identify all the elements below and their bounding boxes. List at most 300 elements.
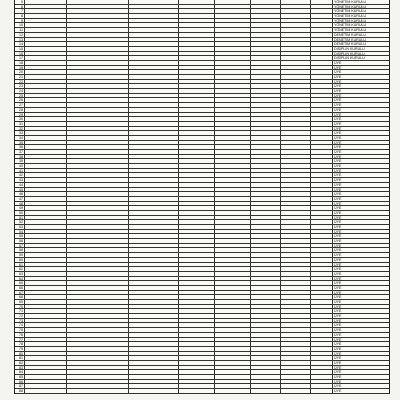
- surname-cell: [67, 84, 129, 88]
- birth-year-cell: [311, 108, 333, 112]
- birth-year-cell: [311, 89, 333, 93]
- city-cell: [281, 164, 311, 168]
- row-number-cell: 88: [15, 389, 25, 393]
- birth-year-cell: [311, 323, 333, 327]
- birthplace-cell: [251, 155, 281, 159]
- first-name-cell: [25, 141, 67, 145]
- birth-year-cell: [311, 295, 333, 299]
- birthplace-cell: [251, 211, 281, 215]
- mother-name-cell: [215, 98, 251, 102]
- national-id-cell: [129, 286, 179, 290]
- board-role-cell: ÜYE: [334, 267, 342, 271]
- mother-name-cell: [215, 141, 251, 145]
- board-role-cell: YÖNETİM KURULU: [334, 9, 367, 14]
- father-name-cell: [179, 131, 215, 135]
- row-number-cell: 49: [15, 206, 25, 210]
- birth-year-cell: [311, 338, 333, 342]
- first-name-cell: [25, 206, 67, 210]
- mother-name-cell: [215, 56, 251, 60]
- city-cell: [281, 131, 311, 135]
- birthplace-cell: [251, 188, 281, 192]
- national-id-cell: [129, 248, 179, 252]
- first-name-cell: [25, 263, 67, 267]
- mother-name-cell: [215, 366, 251, 370]
- first-name-cell: [25, 216, 67, 220]
- birth-year-cell: [311, 70, 333, 74]
- surname-cell: [67, 342, 129, 346]
- first-name-cell: [25, 127, 67, 131]
- birth-year-cell: [311, 145, 333, 149]
- row-number-cell: 12: [15, 33, 25, 37]
- birthplace-cell: [251, 309, 281, 313]
- birth-year-cell: [311, 80, 333, 84]
- national-id-cell: [129, 197, 179, 201]
- surname-cell: [67, 277, 129, 281]
- mother-name-cell: [215, 389, 251, 393]
- board-role-cell: ÜYE: [334, 215, 342, 220]
- father-name-cell: [179, 361, 215, 365]
- row-number-cell: 85: [15, 375, 25, 379]
- birthplace-cell: [251, 234, 281, 238]
- birth-year-cell: [311, 150, 333, 154]
- birth-year-cell: [311, 384, 333, 388]
- first-name-cell: [25, 155, 67, 159]
- father-name-cell: [179, 323, 215, 327]
- first-name-cell: [25, 23, 67, 27]
- national-id-cell: [129, 291, 179, 295]
- national-id-cell: [129, 263, 179, 267]
- board-role-cell: ÜYE: [334, 121, 342, 126]
- city-cell: [281, 0, 311, 4]
- surname-cell: [67, 258, 129, 262]
- city-cell: [281, 389, 311, 393]
- city-cell: [281, 230, 311, 234]
- board-role-cell: DENETİM KURULU: [334, 37, 366, 42]
- mother-name-cell: [215, 211, 251, 215]
- father-name-cell: [179, 173, 215, 177]
- board-role-cell: ÜYE: [334, 210, 342, 215]
- mother-name-cell: [215, 19, 251, 23]
- birth-year-cell: [311, 272, 333, 276]
- national-id-cell: [129, 122, 179, 126]
- board-role-cell: ÜYE: [334, 65, 342, 70]
- national-id-cell: [129, 178, 179, 182]
- father-name-cell: [179, 122, 215, 126]
- first-name-cell: [25, 108, 67, 112]
- surname-cell: [67, 309, 129, 313]
- surname-cell: [67, 333, 129, 337]
- mother-name-cell: [215, 164, 251, 168]
- father-name-cell: [179, 89, 215, 93]
- national-id-cell: [129, 253, 179, 257]
- father-name-cell: [179, 70, 215, 74]
- mother-name-cell: [215, 52, 251, 56]
- surname-cell: [67, 178, 129, 182]
- birthplace-cell: [251, 192, 281, 196]
- first-name-cell: [25, 42, 67, 46]
- first-name-cell: [25, 136, 67, 140]
- birthplace-cell: [251, 347, 281, 351]
- surname-cell: [67, 56, 129, 60]
- father-name-cell: [179, 234, 215, 238]
- first-name-cell: [25, 117, 67, 121]
- row-number-cell: 43: [15, 178, 25, 182]
- city-cell: [281, 239, 311, 243]
- first-name-cell: [25, 150, 67, 154]
- father-name-cell: [179, 356, 215, 360]
- city-cell: [281, 370, 311, 374]
- birth-year-cell: [311, 131, 333, 135]
- row-number-cell: 34: [15, 136, 25, 140]
- city-cell: [281, 380, 311, 384]
- city-cell: [281, 258, 311, 262]
- city-cell: [281, 253, 311, 257]
- surname-cell: [67, 291, 129, 295]
- birthplace-cell: [251, 38, 281, 42]
- first-name-cell: [25, 380, 67, 384]
- mother-name-cell: [215, 380, 251, 384]
- board-role-cell: YÖNETİM KURULU: [334, 23, 367, 28]
- board-role-cell: ÜYE: [334, 206, 342, 210]
- birth-year-cell: [311, 309, 333, 313]
- first-name-cell: [25, 323, 67, 327]
- national-id-cell: [129, 173, 179, 177]
- row-number-cell: 62: [15, 267, 25, 271]
- row-number-cell: 50: [15, 211, 25, 215]
- first-name-cell: [25, 89, 67, 93]
- birthplace-cell: [251, 230, 281, 234]
- board-role-cell: ÜYE: [334, 93, 342, 98]
- mother-name-cell: [215, 234, 251, 238]
- mother-name-cell: [215, 47, 251, 51]
- birth-year-cell: [311, 286, 333, 290]
- city-cell: [281, 66, 311, 70]
- birth-year-cell: [311, 23, 333, 27]
- mother-name-cell: [215, 244, 251, 248]
- board-role-cell: ÜYE: [334, 126, 342, 131]
- birthplace-cell: [251, 0, 281, 4]
- surname-cell: [67, 38, 129, 42]
- mother-name-cell: [215, 328, 251, 332]
- row-number-cell: 57: [15, 244, 25, 248]
- mother-name-cell: [215, 272, 251, 276]
- father-name-cell: [179, 239, 215, 243]
- board-role-cell: ÜYE: [334, 225, 342, 229]
- national-id-cell: [129, 314, 179, 318]
- row-number-cell: 45: [15, 188, 25, 192]
- national-id-cell: [129, 61, 179, 65]
- first-name-cell: [25, 52, 67, 56]
- first-name-cell: [25, 253, 67, 257]
- national-id-cell: [129, 84, 179, 88]
- birth-year-cell: [311, 248, 333, 252]
- father-name-cell: [179, 206, 215, 210]
- board-role-cell: ÜYE: [334, 276, 342, 281]
- surname-cell: [67, 192, 129, 196]
- first-name-cell: [25, 314, 67, 318]
- first-name-cell: [25, 366, 67, 370]
- surname-cell: [67, 314, 129, 318]
- first-name-cell: [25, 61, 67, 65]
- board-role-cell: ÜYE: [334, 295, 342, 299]
- first-name-cell: [25, 375, 67, 379]
- mother-name-cell: [215, 173, 251, 177]
- surname-cell: [67, 159, 129, 163]
- father-name-cell: [179, 380, 215, 384]
- mother-name-cell: [215, 347, 251, 351]
- first-name-cell: [25, 338, 67, 342]
- birthplace-cell: [251, 145, 281, 149]
- first-name-cell: [25, 220, 67, 224]
- father-name-cell: [179, 14, 215, 18]
- board-role-cell: ÜYE: [334, 229, 342, 234]
- surname-cell: [67, 0, 129, 4]
- surname-cell: [67, 234, 129, 238]
- row-number-cell: 17: [15, 56, 25, 60]
- city-cell: [281, 117, 311, 121]
- father-name-cell: [179, 145, 215, 149]
- board-role-cell: ÜYE: [334, 360, 342, 365]
- board-role-cell: ÜYE: [334, 131, 342, 135]
- birthplace-cell: [251, 328, 281, 332]
- mother-name-cell: [215, 183, 251, 187]
- first-name-cell: [25, 277, 67, 281]
- national-id-cell: [129, 131, 179, 135]
- surname-cell: [67, 338, 129, 342]
- surname-cell: [67, 188, 129, 192]
- city-cell: [281, 342, 311, 346]
- father-name-cell: [179, 169, 215, 173]
- birthplace-cell: [251, 42, 281, 46]
- first-name-cell: [25, 342, 67, 346]
- first-name-cell: [25, 248, 67, 252]
- first-name-cell: [25, 234, 67, 238]
- first-name-cell: [25, 291, 67, 295]
- first-name-cell: [25, 295, 67, 299]
- father-name-cell: [179, 211, 215, 215]
- board-role-cell: ÜYE: [334, 79, 342, 84]
- city-cell: [281, 5, 311, 9]
- father-name-cell: [179, 277, 215, 281]
- birthplace-cell: [251, 248, 281, 252]
- board-role-cell: ÜYE: [334, 356, 342, 360]
- city-cell: [281, 366, 311, 370]
- surname-cell: [67, 366, 129, 370]
- mother-name-cell: [215, 248, 251, 252]
- national-id-cell: [129, 56, 179, 60]
- birth-year-cell: [311, 75, 333, 79]
- birthplace-cell: [251, 61, 281, 65]
- birth-year-cell: [311, 117, 333, 121]
- first-name-cell: [25, 169, 67, 173]
- city-cell: [281, 47, 311, 51]
- birth-year-cell: [311, 361, 333, 365]
- first-name-cell: [25, 230, 67, 234]
- mother-name-cell: [215, 38, 251, 42]
- birthplace-cell: [251, 14, 281, 18]
- surname-cell: [67, 89, 129, 93]
- row-number-cell: 41: [15, 169, 25, 173]
- city-cell: [281, 169, 311, 173]
- board-role-cell: ÜYE: [334, 332, 342, 337]
- board-role-cell: ÜYE: [334, 389, 342, 393]
- city-cell: [281, 267, 311, 271]
- father-name-cell: [179, 314, 215, 318]
- row-number-cell: 75: [15, 328, 25, 332]
- row-number-cell: 65: [15, 281, 25, 285]
- birth-year-cell: [311, 314, 333, 318]
- row-number-cell: 33: [15, 131, 25, 135]
- mother-name-cell: [215, 309, 251, 313]
- row-number-cell: 26: [15, 98, 25, 102]
- city-cell: [281, 98, 311, 102]
- father-name-cell: [179, 220, 215, 224]
- row-number-cell: 77: [15, 338, 25, 342]
- birthplace-cell: [251, 286, 281, 290]
- mother-name-cell: [215, 267, 251, 271]
- birthplace-cell: [251, 159, 281, 163]
- surname-cell: [67, 347, 129, 351]
- board-role-cell: ÜYE: [334, 253, 342, 257]
- surname-cell: [67, 155, 129, 159]
- row-number-cell: 64: [15, 277, 25, 281]
- surname-cell: [67, 70, 129, 74]
- father-name-cell: [179, 230, 215, 234]
- city-cell: [281, 220, 311, 224]
- birthplace-cell: [251, 94, 281, 98]
- city-cell: [281, 375, 311, 379]
- row-number-cell: 19: [15, 66, 25, 70]
- father-name-cell: [179, 253, 215, 257]
- board-role-cell: ÜYE: [334, 150, 342, 154]
- birth-year-cell: [311, 328, 333, 332]
- father-name-cell: [179, 80, 215, 84]
- father-name-cell: [179, 150, 215, 154]
- birth-year-cell: [311, 277, 333, 281]
- national-id-cell: [129, 164, 179, 168]
- birth-year-cell: [311, 244, 333, 248]
- surname-cell: [67, 136, 129, 140]
- birth-year-cell: [311, 300, 333, 304]
- birth-year-cell: [311, 0, 333, 4]
- national-id-cell: [129, 323, 179, 327]
- birthplace-cell: [251, 28, 281, 32]
- row-number-cell: 47: [15, 197, 25, 201]
- national-id-cell: [129, 281, 179, 285]
- father-name-cell: [179, 23, 215, 27]
- first-name-cell: [25, 113, 67, 117]
- city-cell: [281, 141, 311, 145]
- row-number-cell: 66: [15, 286, 25, 290]
- board-role-cell: ÜYE: [334, 234, 342, 239]
- mother-name-cell: [215, 122, 251, 126]
- father-name-cell: [179, 286, 215, 290]
- city-cell: [281, 52, 311, 56]
- birth-year-cell: [311, 333, 333, 337]
- mother-name-cell: [215, 370, 251, 374]
- surname-cell: [67, 220, 129, 224]
- birth-year-cell: [311, 239, 333, 243]
- surname-cell: [67, 328, 129, 332]
- father-name-cell: [179, 192, 215, 196]
- birthplace-cell: [251, 314, 281, 318]
- board-role-cell: ÜYE: [334, 135, 342, 140]
- father-name-cell: [179, 159, 215, 163]
- national-id-cell: [129, 113, 179, 117]
- surname-cell: [67, 202, 129, 206]
- mother-name-cell: [215, 14, 251, 18]
- national-id-cell: [129, 361, 179, 365]
- father-name-cell: [179, 127, 215, 131]
- first-name-cell: [25, 192, 67, 196]
- father-name-cell: [179, 113, 215, 117]
- surname-cell: [67, 47, 129, 51]
- father-name-cell: [179, 347, 215, 351]
- first-name-cell: [25, 0, 67, 4]
- birthplace-cell: [251, 169, 281, 173]
- birth-year-cell: [311, 38, 333, 42]
- board-role-cell: YÖNETİM KURULU: [334, 14, 367, 18]
- national-id-cell: [129, 375, 179, 379]
- surname-cell: [67, 131, 129, 135]
- first-name-cell: [25, 211, 67, 215]
- mother-name-cell: [215, 216, 251, 220]
- birthplace-cell: [251, 117, 281, 121]
- board-role-cell: ÜYE: [334, 75, 342, 79]
- mother-name-cell: [215, 225, 251, 229]
- birthplace-cell: [251, 220, 281, 224]
- birthplace-cell: [251, 323, 281, 327]
- mother-name-cell: [215, 375, 251, 379]
- father-name-cell: [179, 117, 215, 121]
- birthplace-cell: [251, 23, 281, 27]
- father-name-cell: [179, 370, 215, 374]
- row-number-cell: 76: [15, 333, 25, 337]
- mother-name-cell: [215, 113, 251, 117]
- birth-year-cell: [311, 113, 333, 117]
- birthplace-cell: [251, 356, 281, 360]
- birthplace-cell: [251, 263, 281, 267]
- national-id-cell: [129, 5, 179, 9]
- surname-cell: [67, 75, 129, 79]
- mother-name-cell: [215, 94, 251, 98]
- board-role-cell: ÜYE: [334, 285, 342, 290]
- birth-year-cell: [311, 258, 333, 262]
- surname-cell: [67, 164, 129, 168]
- board-role-cell: ÜYE: [334, 182, 342, 187]
- first-name-cell: [25, 286, 67, 290]
- surname-cell: [67, 216, 129, 220]
- board-role-cell: ÜYE: [334, 243, 342, 248]
- birthplace-cell: [251, 56, 281, 60]
- national-id-cell: [129, 366, 179, 370]
- national-id-cell: [129, 42, 179, 46]
- city-cell: [281, 103, 311, 107]
- board-role-cell: YÖNETİM KURULU: [334, 18, 367, 23]
- first-name-cell: [25, 244, 67, 248]
- national-id-cell: [129, 183, 179, 187]
- mother-name-cell: [215, 145, 251, 149]
- mother-name-cell: [215, 70, 251, 74]
- birthplace-cell: [251, 253, 281, 257]
- board-role-cell: ÜYE: [334, 323, 342, 328]
- birthplace-cell: [251, 225, 281, 229]
- national-id-cell: [129, 333, 179, 337]
- surname-cell: [67, 52, 129, 56]
- mother-name-cell: [215, 159, 251, 163]
- surname-cell: [67, 305, 129, 309]
- row-number-cell: 5: [15, 0, 25, 4]
